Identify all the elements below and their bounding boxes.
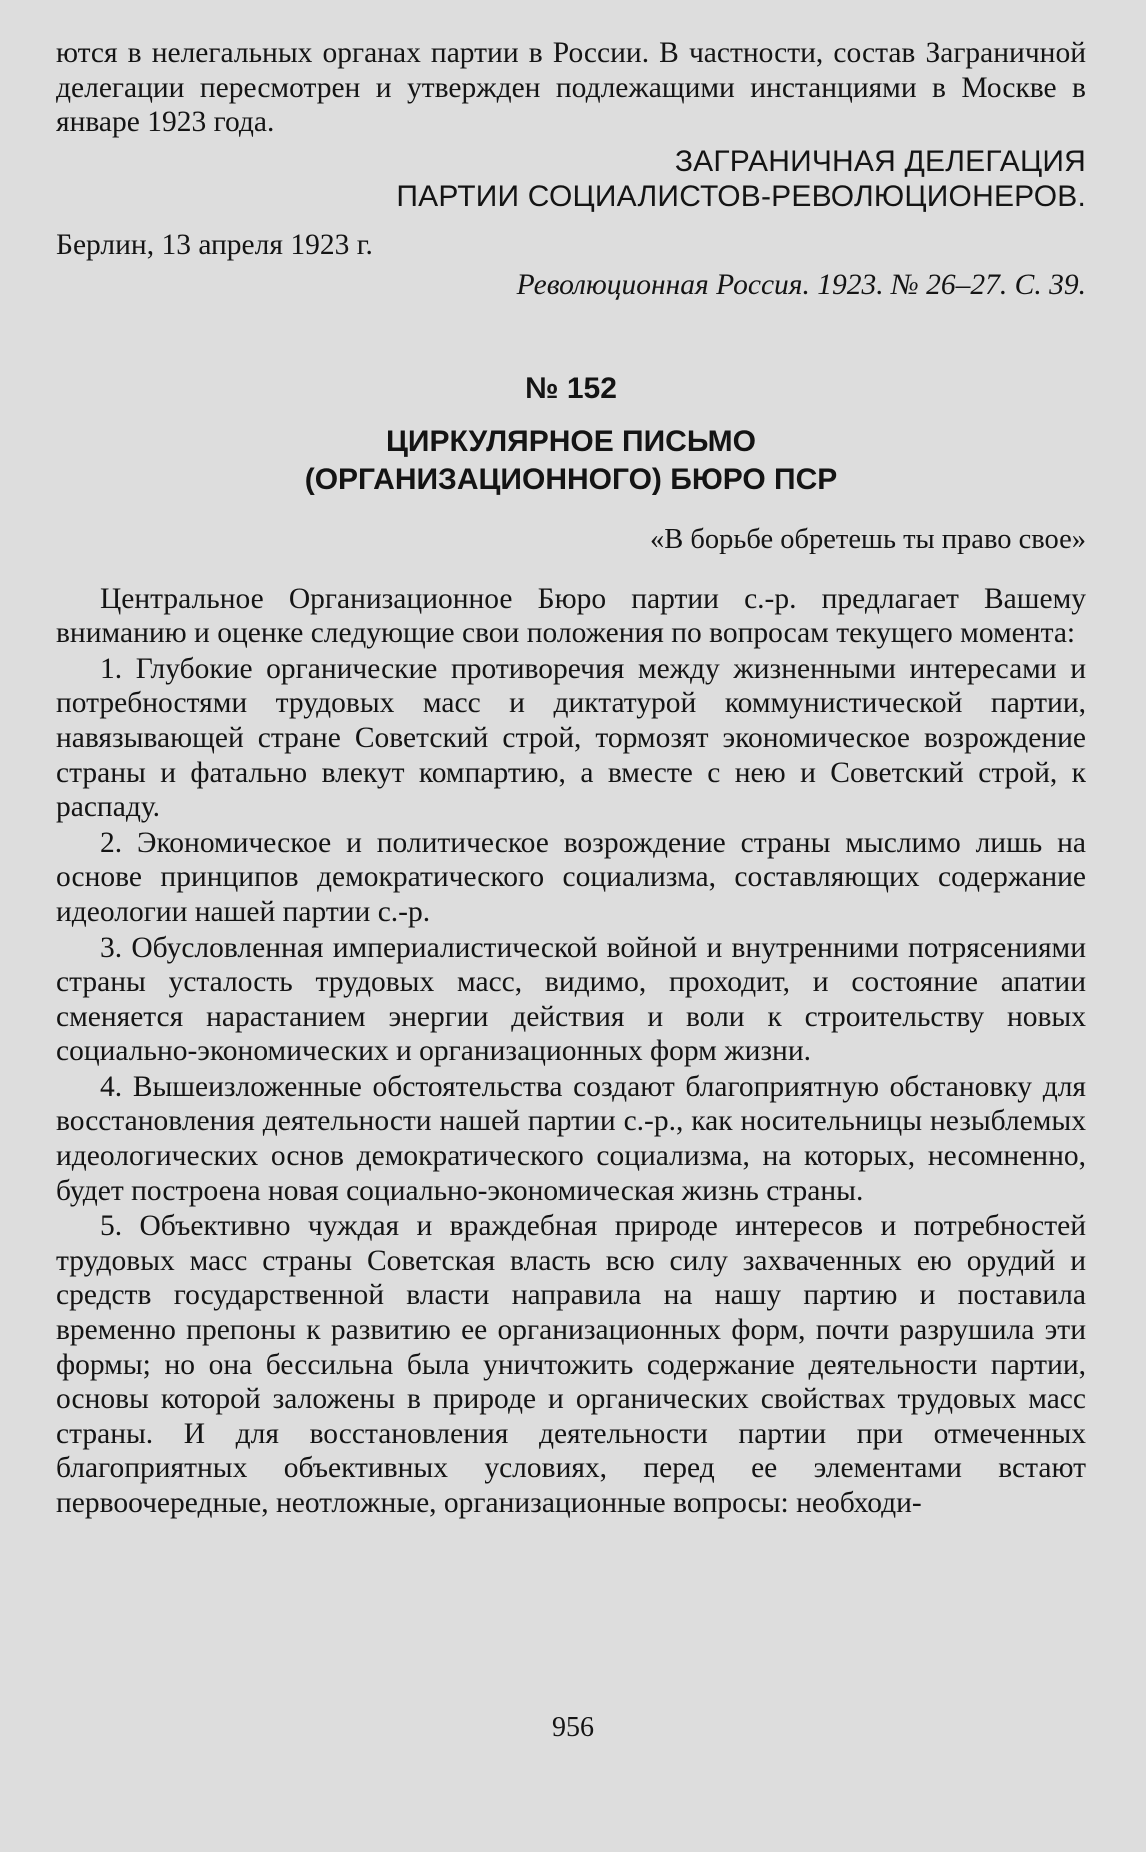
paragraph-intro: Центральное Организационное Бюро партии с.-р. предлагает Вашему вниманию и оценке следующие свои положения по вопросам текущего момента: xyxy=(56,582,1086,650)
paragraph-item-3: 3. Обусловленная империалистической войной и внутренними потрясениями страны усталость трудовых масс, видимо, проходит, и состояние апатии сменяется нарастанием энергии действия и воли к строительству новых социально-экономических и организационных форм жизни. xyxy=(56,931,1086,1068)
document-title-line-2: (ОРГАНИЗАЦИОННОГО) БЮРО ПСР xyxy=(304,462,838,496)
document-title-line-1: ЦИРКУЛЯРНОЕ ПИСЬМО xyxy=(386,424,756,458)
paragraph-item-2: 2. Экономическое и политическое возрождение страны мыслимо лишь на основе принципов демократического социализма, составляющих содержание идеологии нашей партии с.-р. xyxy=(56,826,1086,928)
date-line: Берлин, 13 апреля 1923 г. xyxy=(56,228,373,261)
source-reference: Революционная Россия. 1923. № 26–27. С. 39. xyxy=(516,269,1086,302)
paragraph-item-1: 1. Глубокие органические противоречия между жизненными интересами и потребностями трудовых масс и диктатурой коммунистической партии, навязывающей стране Советский строй, тормозят экономическое возрождение страны и фатально влекут компартию, а вместе с нею и Советский строй, к распаду. xyxy=(56,652,1086,824)
paragraph-item-4: 4. Вышеизложенные обстоятельства создают благоприятную обстановку для восстановления деятельности нашей партии с.-р., как носительницы незыблемых идеологических основ демократического социализма, на которых, несомненно, будет построена новая социально-экономическая жизнь страны. xyxy=(56,1070,1086,1207)
document-number: № 152 xyxy=(525,371,617,405)
body-paragraphs xyxy=(56,582,1086,1521)
document-title xyxy=(56,423,1086,499)
paragraph-item-5: 5. Объективно чуждая и враждебная природе интересов и потребностей трудовых масс страны Советская власть всю силу захваченных ею орудий и средств государственной власти направила на нашу партию и поставила временно препоны к развитию ее организационных форм, почти разрушила эти формы; но она бессильна была уничтожить содержание деятельности партии, основы которой заложены в природе и органических свойствах трудовых масс страны. И для восстановления деятельности партии при отмеченных благоприятных объективных условиях, перед ее элементами встают первоочередные, неотложные, организационные вопросы: необходи- xyxy=(56,1210,1086,1519)
lead-paragraph: ются в нелегальных органах партии в России. В частности, состав Заграничной делегации пересмотрен и утвержден подлежащими инстанциями в Москве в январе 1923 года. xyxy=(56,37,1086,139)
epigraph: «В борьбе обретешь ты право свое» xyxy=(649,523,1086,555)
signature-line-2: ПАРТИИ СОЦИАЛИСТОВ-РЕВОЛЮЦИОНЕРОВ. xyxy=(396,179,1086,213)
page-number: 956 xyxy=(552,1712,594,1743)
signature-line-1: ЗАГРАНИЧНАЯ ДЕЛЕГАЦИЯ xyxy=(674,144,1086,178)
signature-block xyxy=(56,144,1086,214)
page-text xyxy=(56,36,1086,1522)
